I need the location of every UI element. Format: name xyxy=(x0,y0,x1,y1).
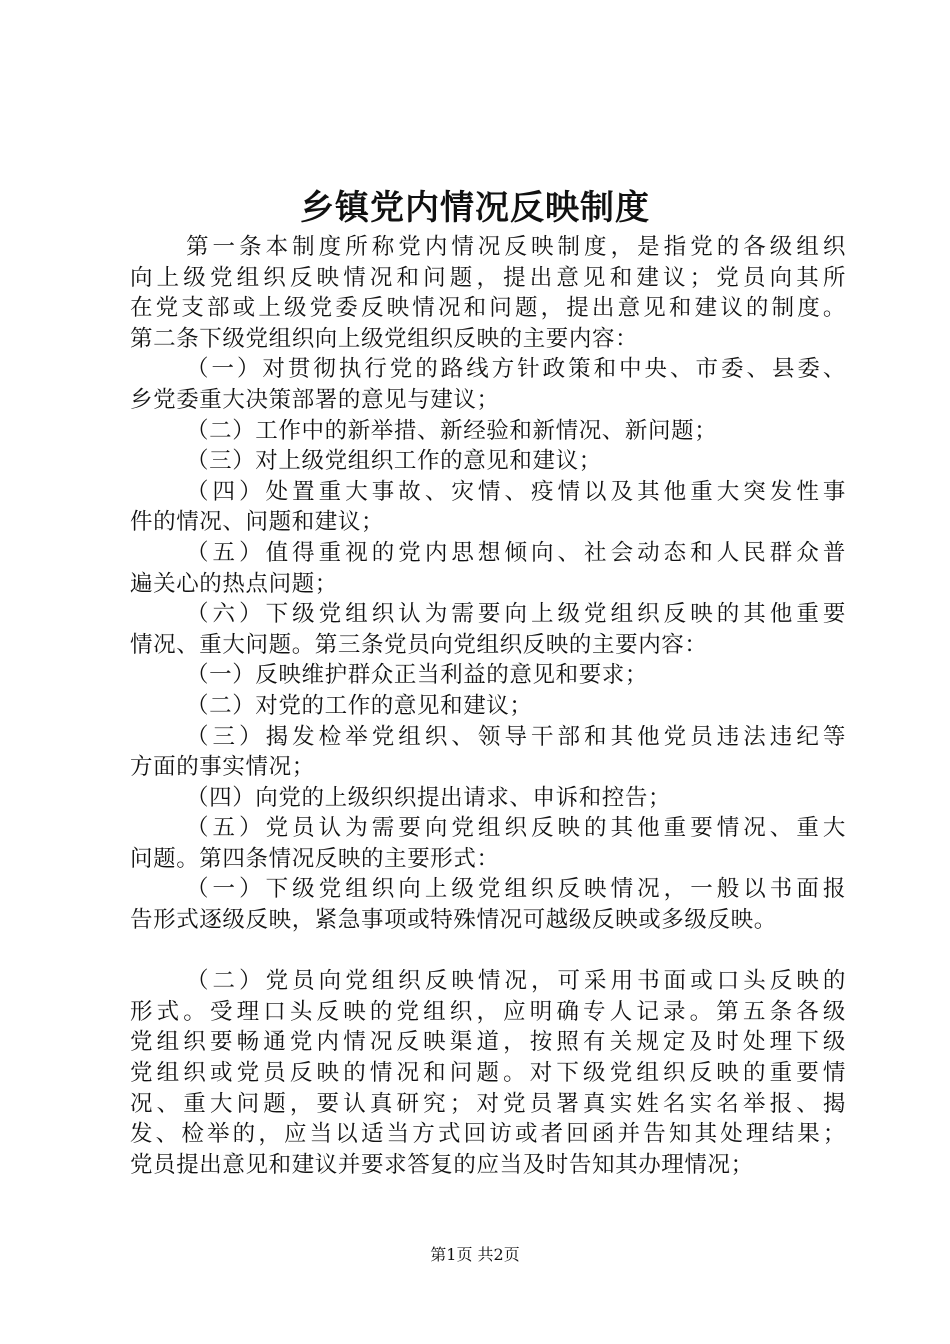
body-line: 乡党委重大决策部署的意见与建议； xyxy=(130,386,500,413)
body-line: （三）对上级党组织工作的意见和建议； xyxy=(186,448,602,475)
body-line: 告形式逐级反映，紧急事项或特殊情况可越级反映或多级反映。 xyxy=(130,907,777,934)
body-line: （五）党员认为需要向党组织反映的其他重要情况、重大 xyxy=(186,815,846,842)
body-line: （一）反映维护群众正当利益的意见和要求； xyxy=(186,662,649,689)
body-line: 情况、重大问题。第三条党员向党组织反映的主要内容： xyxy=(130,631,708,658)
body-line: （五）值得重视的党内思想倾向、社会动态和人民群众普 xyxy=(186,539,846,566)
body-line: 党组织要畅通党内情况反映渠道，按照有关规定及时处理下级 xyxy=(130,1029,846,1056)
body-line: （一）下级党组织向上级党组织反映情况，一般以书面报 xyxy=(186,876,846,903)
body-line: 问题。第四条情况反映的主要形式： xyxy=(130,845,500,872)
body-line: 第二条下级党组织向上级党组织反映的主要内容： xyxy=(130,325,639,352)
page-footer: 第1页 共2页 xyxy=(430,1245,520,1264)
body-line: （二）党员向党组织反映情况，可采用书面或口头反映的 xyxy=(186,968,846,995)
body-line: 党组织或党员反映的情况和问题。对下级党组织反映的重要情 xyxy=(130,1060,846,1087)
body-line: 遍关心的热点问题； xyxy=(130,570,338,597)
body-line: 形式。受理口头反映的党组织，应明确专人记录。第五条各级 xyxy=(130,998,846,1025)
body-line: 第一条本制度所称党内情况反映制度，是指党的各级组织 xyxy=(186,234,846,260)
blank-line xyxy=(130,936,846,967)
body-line: 发、检举的，应当以适当方式回访或者回函并告知其处理结果； xyxy=(130,1121,846,1148)
body-line: （四）向党的上级织织提出请求、申诉和控告； xyxy=(186,784,672,811)
body-line: （四）处置重大事故、灾情、疫情以及其他重大突发性事 xyxy=(186,478,846,505)
document-title: 乡镇党内情况反映制度 xyxy=(300,188,650,228)
body-line: （一）对贯彻执行党的路线方针政策和中央、市委、县委、 xyxy=(186,356,846,383)
body-line: （三）揭发检举党组织、领导干部和其他党员违法违纪等 xyxy=(186,723,846,750)
body-line: 件的情况、问题和建议； xyxy=(130,509,385,536)
body-line: （二）工作中的新举措、新经验和新情况、新问题； xyxy=(186,417,718,444)
body-line: 在党支部或上级党委反映情况和问题，提出意见和建议的制度。 xyxy=(130,295,846,322)
body-line: 方面的事实情况； xyxy=(130,754,315,781)
body-line: （二）对党的工作的意见和建议； xyxy=(186,692,533,719)
body-line: 党员提出意见和建议并要求答复的应当及时告知其办理情况； xyxy=(130,1151,754,1178)
body-line: 况、重大问题，要认真研究；对党员署真实姓名实名举报、揭 xyxy=(130,1090,846,1117)
document-body xyxy=(130,232,846,1180)
body-line: （六）下级党组织认为需要向上级党组织反映的其他重要 xyxy=(186,601,846,628)
body-line: 向上级党组织反映情况和问题，提出意见和建议；党员向其所 xyxy=(130,264,846,291)
